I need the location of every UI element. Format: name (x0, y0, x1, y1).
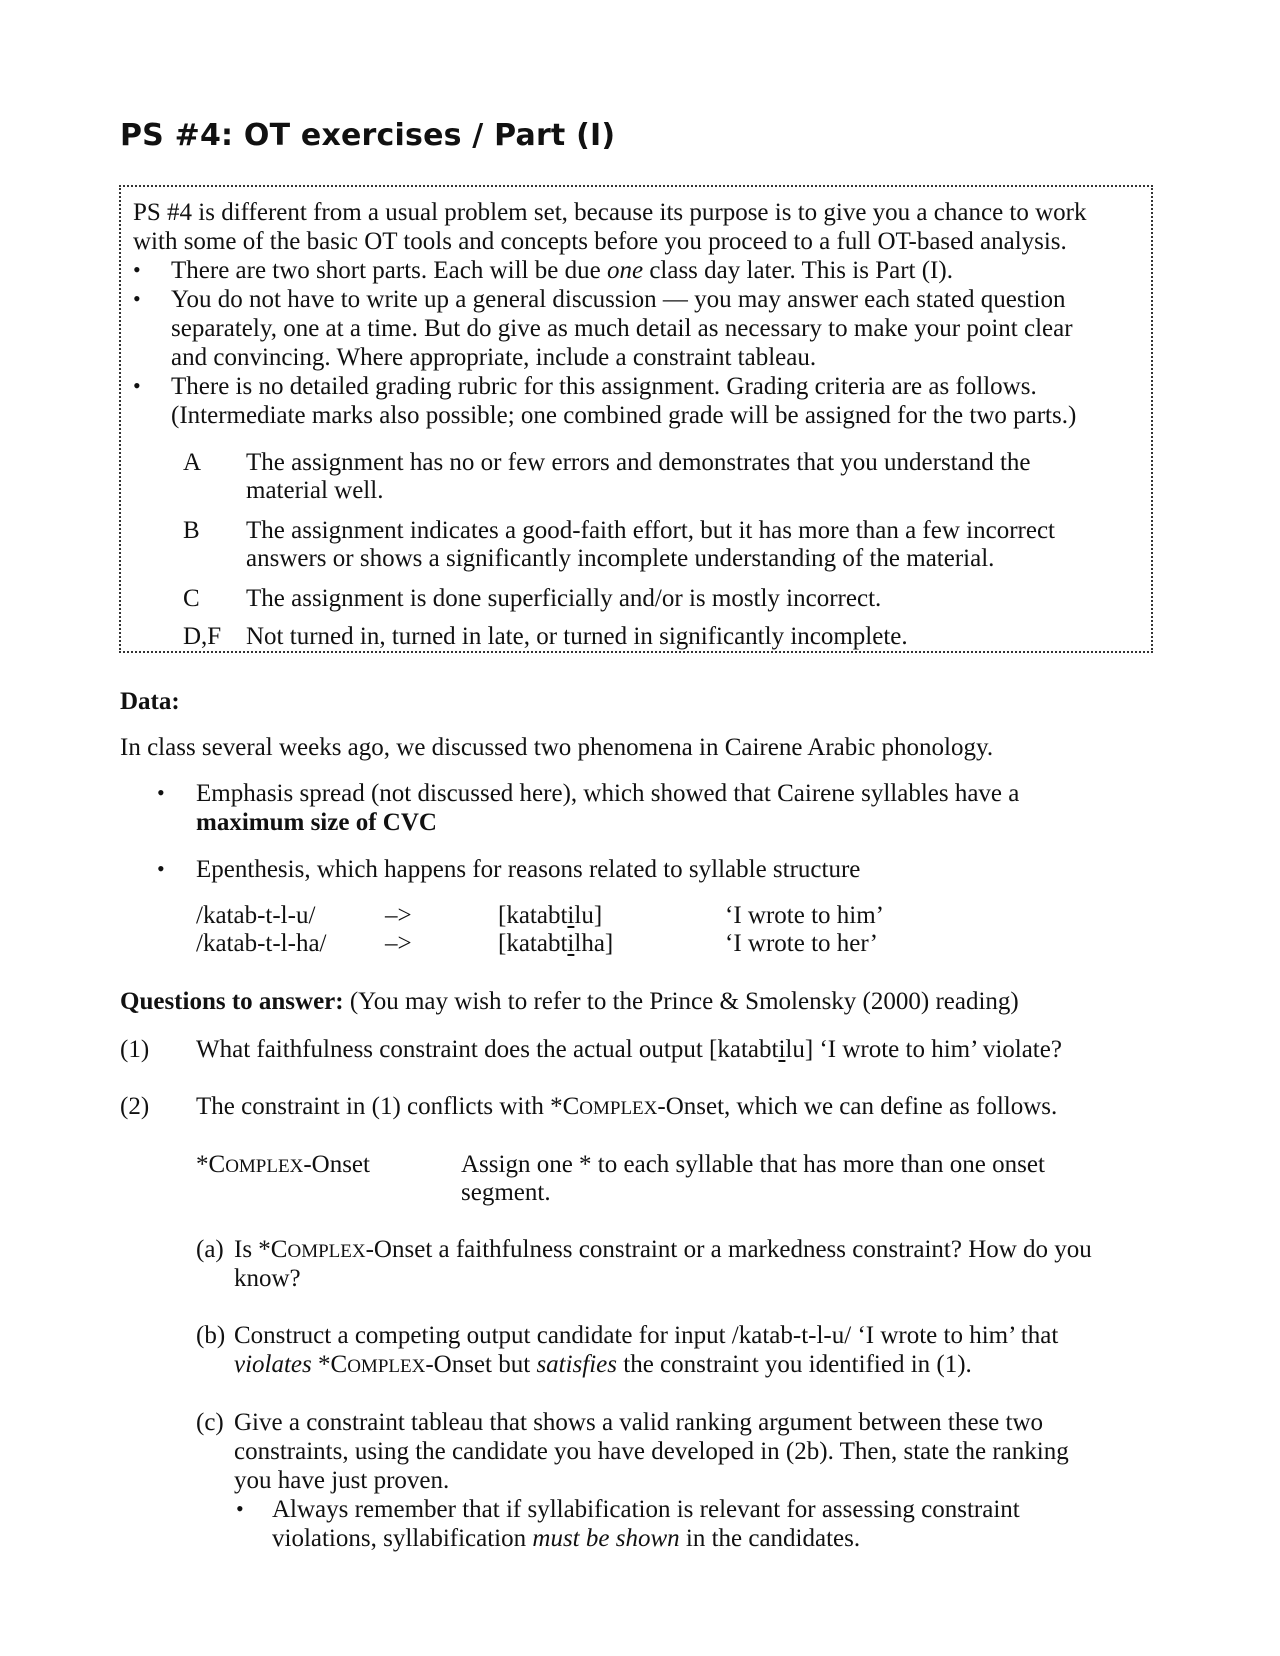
example-2-gloss: ‘I wrote to her’ (725, 930, 878, 957)
question-2-text: The constraint in (1) conflicts with *COMPLEX-Onset, which we can define as follows. (196, 1093, 1058, 1120)
data-bullet-2-marker: • (157, 856, 165, 881)
data-bullet-1-line-1: Emphasis spread (not discussed here), which showed that Cairene syllables have a (196, 780, 1020, 807)
example-2-input: /katab-t-l-ha/ (196, 930, 327, 957)
question-2a-line-2: know? (234, 1265, 301, 1292)
question-2c-line-3: you have just proven. (234, 1467, 450, 1494)
bullet-1-marker: • (133, 257, 141, 282)
example-1-gloss: ‘I wrote to him’ (725, 902, 884, 929)
question-2b-line-1: Construct a competing output candidate for input /katab-t-l-u/ ‘I wrote to him’ that (234, 1322, 1059, 1349)
question-2c-line-1: Give a constraint tableau that shows a valid ranking argument between these two (234, 1409, 1044, 1436)
intro-bullet-2-line-2: separately, one at a time. But do give as much detail as necessary to make your point clear (171, 315, 1073, 342)
question-2a-line-1: Is *COMPLEX-Onset a faithfulness constraint or a markedness constraint? How do you (234, 1236, 1092, 1263)
intro-bullet-3-line-1: There is no detailed grading rubric for this assignment. Grading criteria are as follows. (171, 373, 1037, 400)
question-2c-bullet-marker: • (236, 1496, 244, 1521)
question-2b-line-2: violates *COMPLEX-Onset but satisfies the constraint you identified in (1). (234, 1351, 972, 1378)
question-1-number: (1) (120, 1036, 150, 1063)
question-2c-bullet-line-2: violations, syllabification must be shown in the candidates. (272, 1525, 861, 1552)
question-2-number: (2) (120, 1093, 150, 1120)
page-title: PS #4: OT exercises / Part (I) (120, 118, 616, 153)
intro-line-1: PS #4 is different from a usual problem set, because its purpose is to give you a chance to work (133, 199, 1087, 226)
intro-bullet-1: There are two short parts. Each will be due one class day later. This is Part (I). (171, 257, 953, 284)
grade-letter-a: A (183, 449, 202, 476)
grade-df-line-1: Not turned in, turned in late, or turned in significantly incomplete. (246, 623, 908, 650)
grade-b-line-2: answers or shows a significantly incomplete understanding of the material. (246, 545, 995, 572)
intro-bullet-3-line-2: (Intermediate marks also possible; one combined grade will be assigned for the two parts.) (171, 402, 1077, 429)
data-bullet-2: Epenthesis, which happens for reasons related to syllable structure (196, 856, 861, 883)
question-2a-label: (a) (196, 1236, 224, 1263)
grade-letter-c: C (183, 585, 200, 612)
question-2c-line-2: constraints, using the candidate you have developed in (2b). Then, state the ranking (234, 1438, 1069, 1465)
bullet-2-marker: • (133, 286, 141, 311)
example-2-arrow: –> (385, 930, 412, 957)
intro-line-2: with some of the basic OT tools and concepts before you proceed to a full OT-based analysis. (133, 228, 1067, 255)
data-intro: In class several weeks ago, we discussed two phenomena in Cairene Arabic phonology. (120, 734, 994, 761)
data-bullet-1-line-2: maximum size of CVC (196, 809, 437, 836)
grade-a-line-1: The assignment has no or few errors and demonstrates that you understand the (246, 449, 1031, 476)
example-2-output: [katabtilha] (498, 930, 614, 957)
data-bullet-1-marker: • (157, 780, 165, 805)
constraint-definition-line-2: segment. (461, 1179, 551, 1206)
example-1-output: [katabtilu] (498, 902, 603, 929)
question-2c-bullet-line-1: Always remember that if syllabification is relevant for assessing constraint (272, 1496, 1020, 1523)
bullet-3-marker: • (133, 373, 141, 398)
data-heading: Data: (120, 688, 180, 715)
intro-bullet-2-line-1: You do not have to write up a general discussion — you may answer each stated question (171, 286, 1066, 313)
question-1-text: What faithfulness constraint does the actual output [katabtilu] ‘I wrote to him’ violate? (196, 1036, 1062, 1063)
example-1-arrow: –> (385, 902, 412, 929)
intro-bullet-2-line-3: and convincing. Where appropriate, include a constraint tableau. (171, 344, 817, 371)
example-1-input: /katab-t-l-u/ (196, 902, 316, 929)
questions-heading: Questions to answer: (You may wish to refer to the Prince & Smolensky (2000) reading) (120, 988, 1019, 1015)
grade-a-line-2: material well. (246, 477, 384, 504)
grade-letter-df: D,F (183, 623, 222, 650)
question-2b-label: (b) (196, 1322, 226, 1349)
grade-b-line-1: The assignment indicates a good-faith effort, but it has more than a few incorrect (246, 517, 1055, 544)
constraint-definition-line-1: Assign one * to each syllable that has more than one onset (461, 1151, 1045, 1178)
grade-c-line-1: The assignment is done superficially and/or is mostly incorrect. (246, 585, 882, 612)
question-2c-label: (c) (196, 1409, 224, 1436)
grade-letter-b: B (183, 517, 200, 544)
constraint-name: *COMPLEX-Onset (196, 1151, 370, 1178)
